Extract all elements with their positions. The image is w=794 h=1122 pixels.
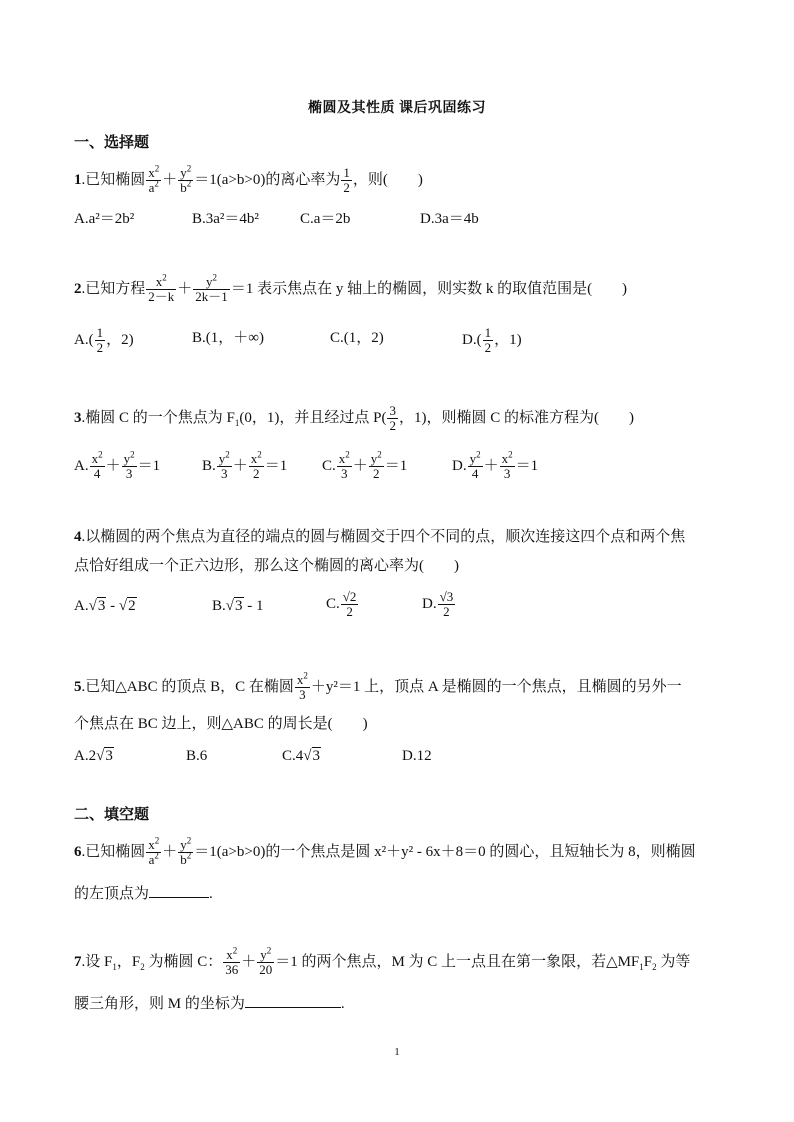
q1-option-c: C.a＝2b — [300, 211, 351, 227]
fraction: $\frac{y^2}{b^2}$ — [180, 163, 192, 195]
section-heading-fill: 二、填空题 — [74, 807, 150, 823]
question-2: 2.已知方程 $\frac{x^2}{2-k}$ ＋ $\frac{y^2}{2k-1}$ ＝1 表示焦点在 y 轴上的椭圆，则实数 k 的取值范围是( ) — [74, 272, 628, 304]
q1-option-d: D.3a＝4b — [420, 211, 479, 227]
question-1: 1.已知椭圆 $\frac{x^2}{a^2}$ ＋ $\frac{y^2}{b^2}$ ＝1(a>b>0)的离心率为 $\frac{1}{2}$ ，则( ) — [74, 163, 423, 195]
q2-option-c: C.(1，2) — [330, 330, 384, 346]
q5-option-b: B.6 — [186, 748, 208, 764]
question-7: 7.设 $F_1$，$F_2$ 为椭圆 C： $\frac{x^2}{36}$ ＋ $\frac{y^2}{20}$ ＝1 的两个焦点，M 为 C 上一点且在第一象限，若$\triangle MF_1F_2$ 为等 — [74, 945, 691, 977]
q2-option-d: D.( $\frac{1}{2}$ ，1) — [462, 325, 522, 355]
question-7-line2: 腰三角形，则 M 的坐标为 . — [74, 996, 345, 1012]
q2-option-a: A.( $\frac{1}{2}$ ，2) — [74, 325, 134, 355]
q1-option-a: A.a²＝2b² — [74, 211, 135, 227]
fraction: $\frac{1}{2}$ — [343, 165, 350, 195]
question-3: 3.椭圆 C 的一个焦点为 $F_1(0$，1)，并且经过点 P( $\frac{3}{2}$ ，1)，则椭圆 C 的标准方程为( ) — [74, 403, 634, 433]
q4-option-a: A.√3 - √2 — [74, 598, 136, 614]
question-6-line2: 的左顶点为 . — [74, 886, 213, 902]
q3-option-b: B. $\frac{y^2}{3}$ ＋ $\frac{x^2}{2}$ ＝1 — [202, 449, 288, 481]
fraction: $\frac{x^2}{2-k}$ — [148, 272, 175, 304]
q5-option-a: A.2√3 — [74, 748, 113, 764]
q4-option-c: C. $\frac{√2}{2}$ — [326, 589, 357, 619]
q5-option-d: D.12 — [402, 748, 432, 764]
question-4: 4.以椭圆的两个焦点为直径的端点的圆与椭圆交于四个不同的点，顺次连接这四个点和两个焦 — [74, 529, 686, 545]
q4-option-b: B.√3 - 1 — [212, 598, 264, 614]
page-title: 椭圆及其性质 课后巩固练习 — [308, 101, 486, 116]
q3-option-d: D. $\frac{y^2}{4}$ ＋ $\frac{x^2}{3}$ ＝1 — [452, 449, 539, 481]
q3-option-a: A. $\frac{x^2}{4}$ ＋ $\frac{y^2}{3}$ ＝1 — [74, 449, 161, 481]
fraction: $\frac{y^2}{2k-1}$ — [195, 272, 228, 304]
q5-option-c: C.4√3 — [282, 748, 320, 764]
page-number: 1 — [394, 1046, 400, 1058]
q2-option-b: B.(1，＋∞) — [192, 330, 264, 346]
answer-blank[interactable] — [149, 897, 209, 898]
question-4-line2: 点恰好组成一个正六边形，那么这个椭圆的离心率为( ) — [74, 558, 459, 574]
answer-blank[interactable] — [245, 1007, 341, 1008]
question-6: 6.已知椭圆 $\frac{x^2}{a^2}$ ＋ $\frac{y^2}{b^2}$ ＝1(a>b>0)的一个焦点是圆 x²＋y² - 6x＋8＝0 的圆心，且短轴长为 8，则椭圆 — [74, 835, 696, 867]
q4-option-d: D. $\frac{√3}{2}$ — [422, 589, 454, 619]
q3-option-c: C. $\frac{x^2}{3}$ ＋ $\frac{y^2}{2}$ ＝1 — [322, 449, 408, 481]
q1-option-b: B.3a²＝4b² — [192, 211, 259, 227]
fraction: $\frac{x^2}{a^2}$ — [148, 163, 160, 195]
question-5-line2: 个焦点在 BC 边上，则△ABC 的周长是( ) — [74, 716, 368, 732]
question-5: 5.已知△ABC 的顶点 B，C 在椭圆 $\frac{x^2}{3}$ ＋y²＝1 上，顶点 A 是椭圆的一个焦点，且椭圆的另外一 — [74, 670, 682, 702]
section-heading-choice: 一、选择题 — [74, 135, 150, 151]
